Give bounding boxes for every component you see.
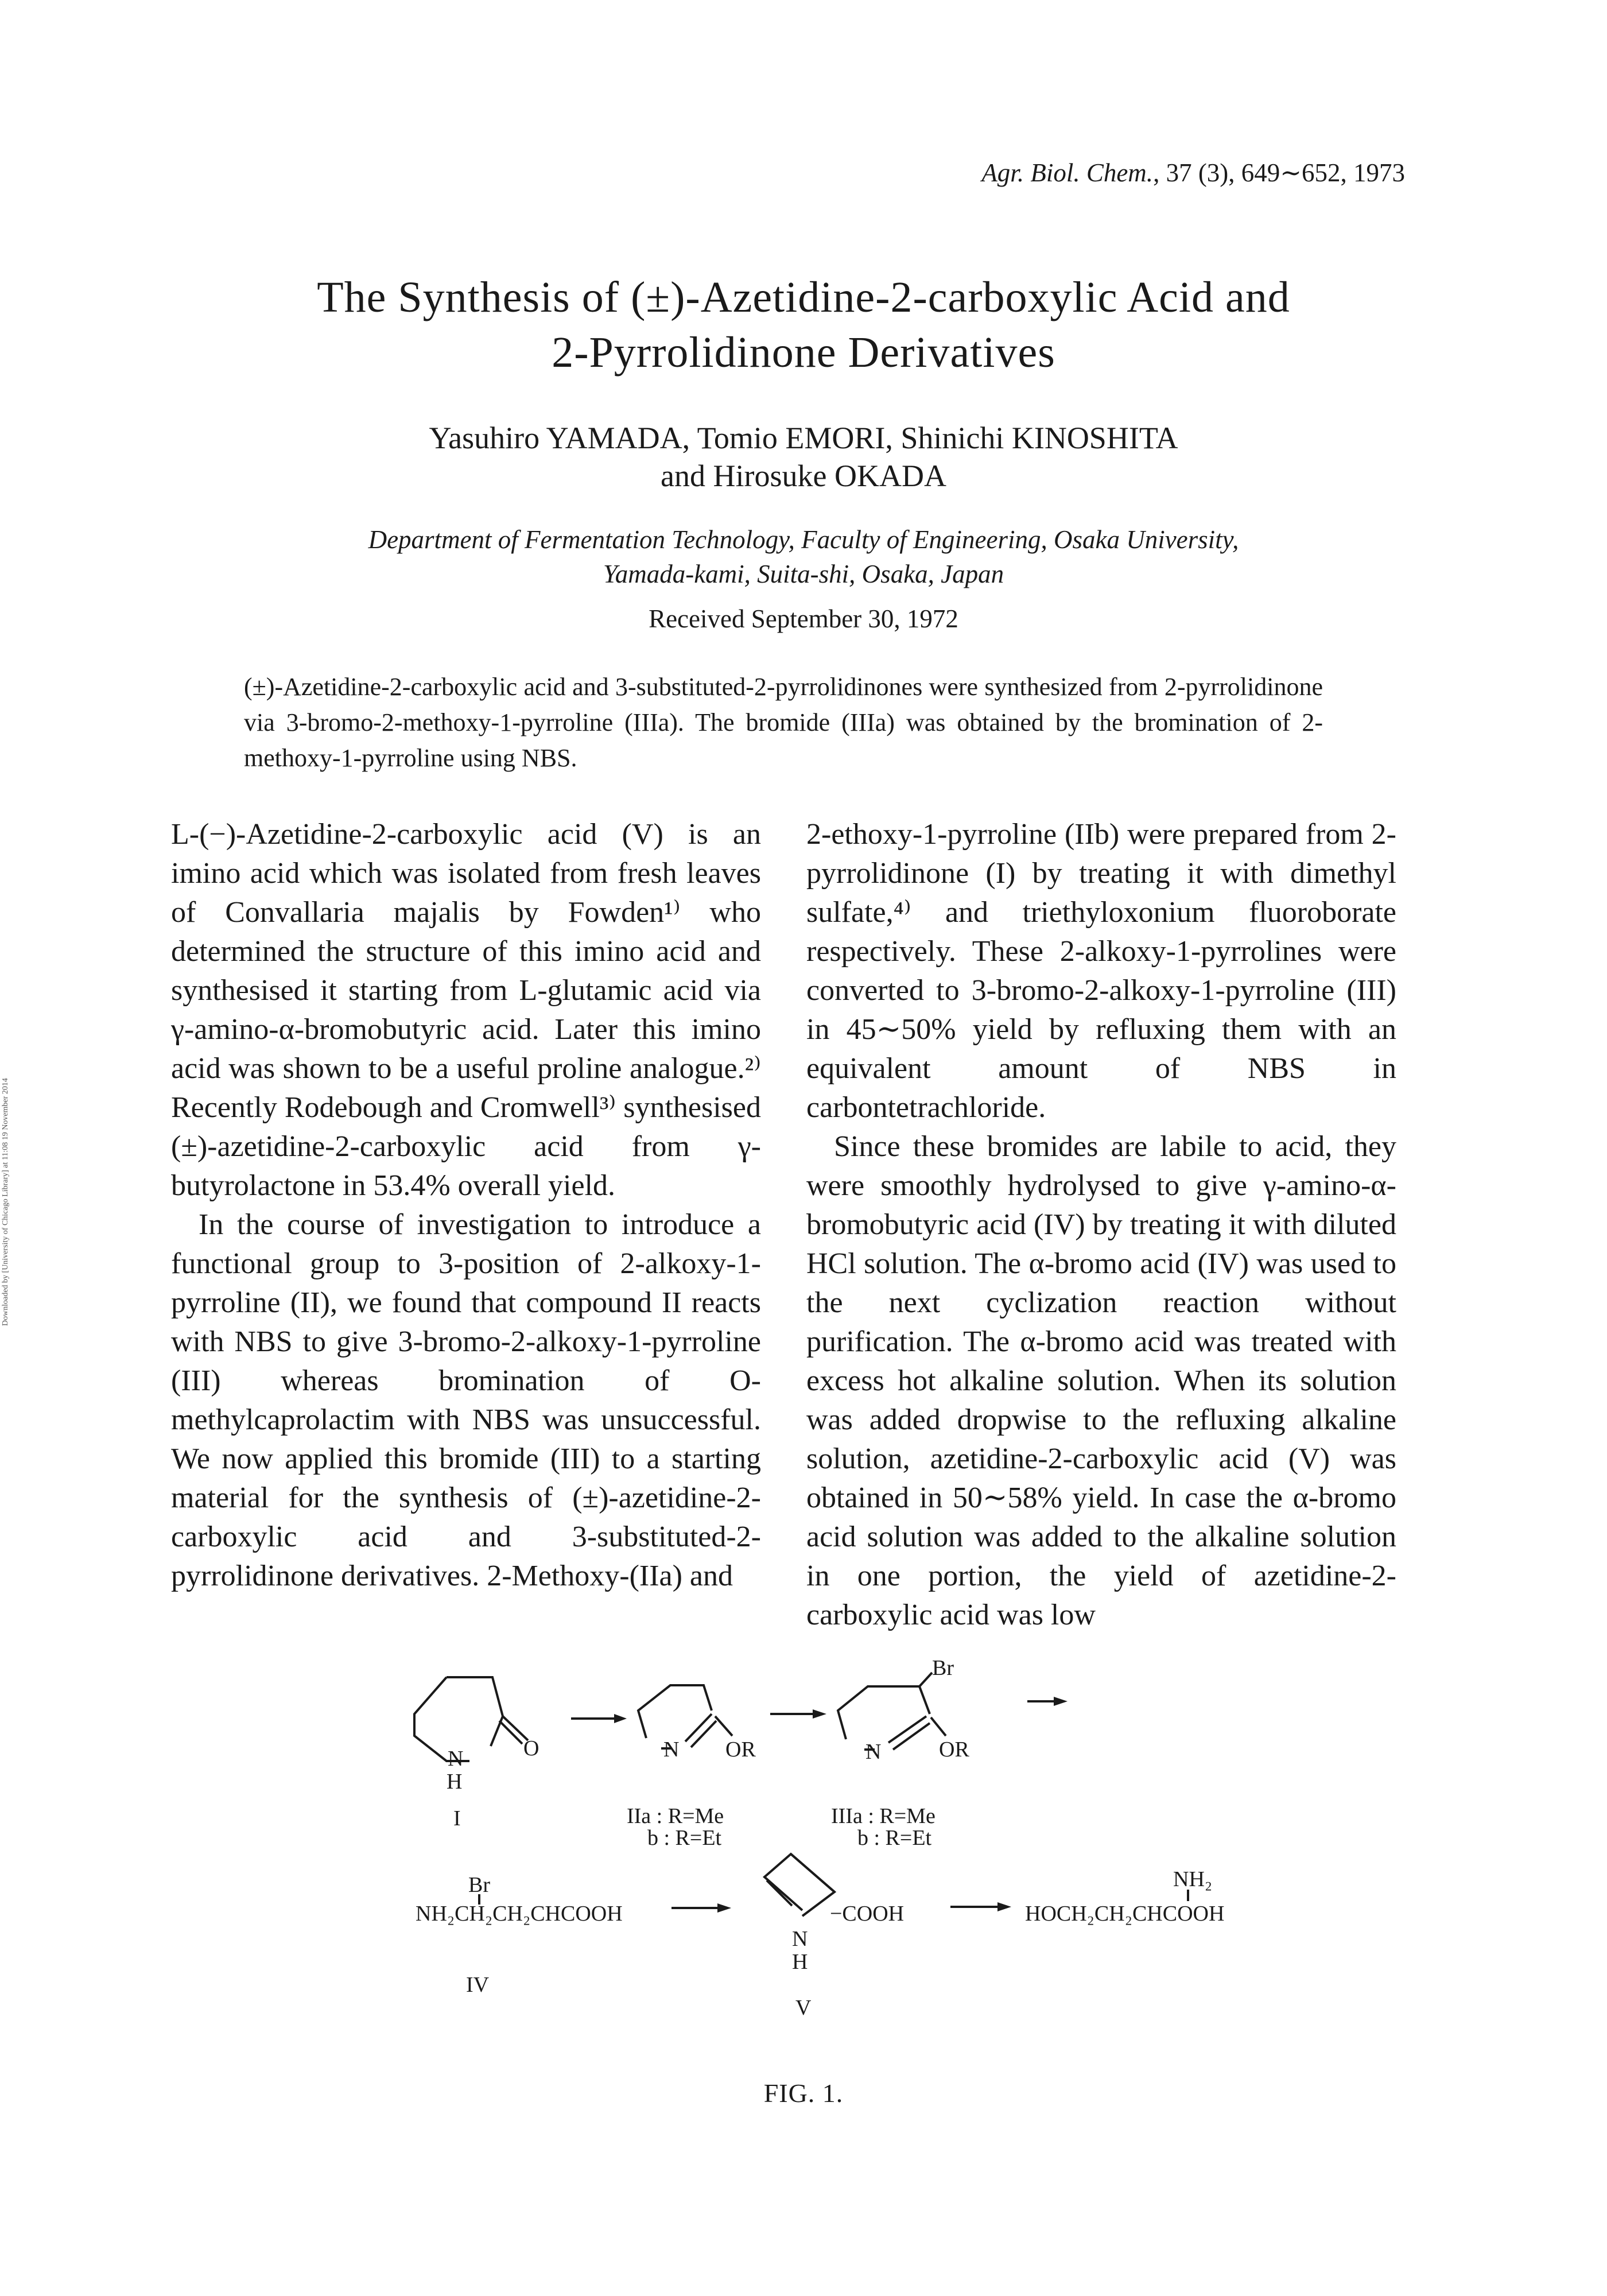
- article-title: [172, 270, 1435, 380]
- download-watermark: [1, 1004, 16, 1326]
- affiliation-line-1: Department of Fermentation Technology, Faculty of Engineering, Osaka University,: [368, 525, 1239, 554]
- atom-h-i: H: [447, 1770, 463, 1794]
- watermark-text: Downloaded by [University of Chicago Library] at 11:08 19 November 2014: [1, 1078, 10, 1326]
- imine-bond: [685, 1714, 712, 1742]
- group-cooh-v: −COOH: [830, 1902, 905, 1926]
- authors-line-1: Yasuhiro YAMADA, Tomio EMORI, Shinichi KINOSHITA: [429, 421, 1178, 455]
- journal-name: Agr. Biol. Chem.: [981, 158, 1154, 187]
- label-compound-i: I: [453, 1806, 461, 1830]
- label-compound-iib: b : R=Et: [647, 1826, 722, 1850]
- atom-o-i: O: [523, 1736, 539, 1760]
- title-line-2: 2-Pyrrolidinone Derivatives: [552, 328, 1055, 377]
- title-line-1: The Synthesis of (±)-Azetidine-2-carboxylic Acid and: [317, 273, 1290, 321]
- body-column-left: [171, 815, 761, 1596]
- atom-n-iii: N: [865, 1740, 882, 1764]
- atom-n-v: N: [792, 1927, 808, 1951]
- abstract: (±)-Azetidine-2-carboxylic acid and 3-substituted-2-pyrrolidinones were synthesized from 2-pyrrolidinone via 3-bromo-2-methoxy-1-pyrroline (IIIa). The bromide (IIIa) was obtained by the bromination of 2-methoxy-1-pyrroline using NBS.: [244, 673, 1323, 772]
- label-compound-iia: IIa : R=Me: [627, 1804, 724, 1828]
- compound-vi-formula: HOCH₂CH₂CHCOOH: [1025, 1902, 1225, 1926]
- body-paragraph: In the course of investigation to introduce a functional group to 3-position of 2-alkoxy-1-pyrroline (II), we found that compound II reacts with NBS to give 3-bromo-2-alkoxy-1-pyrroline (III) whereas bromination of O-methylcaprolactim with NBS was unsuccessful. We now applied this bromide (III) to a starting material for the synthesis of (±)-azetidine-2-carboxylic acid and 3-substituted-2-pyrrolidinone derivatives. 2-Methoxy-(IIa) and: [171, 1208, 761, 1592]
- atom-n-ii: N: [663, 1737, 680, 1762]
- authors-line-2: and Hirosuke OKADA: [661, 459, 946, 493]
- body-paragraph: Since these bromides are labile to acid, they were smoothly hydrolysed to give γ-amino-α-bromobutyric acid (IV) by treating it with diluted HCl solution. The α-bromo acid (IV) was used to the next cyclization reaction without purification. The α-bromo acid was treated with excess hot alkaline solution. When its solution was added dropwise to the refluxing alkaline solution, azetidine-2-carboxylic acid (V) was obtained in 50∼58% yield. In case the α-bromo acid solution was added to the alkaline solution in one portion, the yield of azetidine-2-carboxylic acid was low: [806, 1130, 1396, 1631]
- atom-h-v: H: [792, 1950, 808, 1974]
- ether-bond-ii: [715, 1716, 732, 1736]
- atom-br-iv: Br: [468, 1873, 490, 1897]
- affiliation-line-2: Yamada-kami, Suita-shi, Osaka, Japan: [603, 560, 1004, 588]
- azetidine-ring: [764, 1854, 834, 1916]
- label-compound-iiia: IIIa : R=Me: [831, 1804, 936, 1828]
- group-or-iii: OR: [939, 1737, 969, 1762]
- arrow-head-1: [614, 1714, 627, 1723]
- bromo-bond: [919, 1673, 932, 1686]
- atom-n-i: N: [448, 1747, 464, 1771]
- label-compound-iv: IV: [466, 1973, 490, 1997]
- compound-iv-formula: NH₂CH₂CH₂CHCOOH: [416, 1902, 623, 1926]
- body-column-right: [806, 815, 1396, 1635]
- azetidine-bond-left: [767, 1880, 792, 1906]
- journal-issue: , 37 (3), 649∼652, 1973: [1153, 158, 1405, 187]
- ring-bond-i-right: [447, 1677, 503, 1746]
- ring-bond-ii: [638, 1685, 712, 1738]
- journal-reference: [981, 157, 1405, 188]
- ether-bond-iii: [931, 1717, 946, 1736]
- figure-caption: FIG. 1.: [763, 2078, 844, 2108]
- imine-bond-double: [691, 1721, 716, 1747]
- received-date: Received September 30, 1972: [649, 604, 958, 633]
- amino-group: NH₂: [1173, 1867, 1213, 1891]
- azetidine-bond: [791, 1854, 834, 1892]
- affiliation: [172, 522, 1435, 591]
- label-compound-iiib: b : R=Et: [857, 1826, 932, 1850]
- label-compound-v: V: [795, 1996, 812, 2020]
- arrow-head-5: [997, 1902, 1011, 1911]
- reaction-scheme: [0, 1656, 1607, 2112]
- body-paragraph: 2-ethoxy-1-pyrroline (IIb) were prepared from 2-pyrrolidinone (I) by treating it with dimethyl sulfate,⁴⁾ and triethyloxonium fluoroborate respectively. These 2-alkoxy-1-pyrrolines were converted to 3-bromo-2-alkoxy-1-pyrroline (III) in 45∼50% yield by refluxing them with an equivalent amount of NBS in carbontetrachloride.: [806, 818, 1396, 1124]
- arrow-head-4: [717, 1903, 731, 1913]
- author-list: [172, 419, 1435, 495]
- arrow-head-3: [1054, 1697, 1068, 1706]
- ring-bond-iii: [838, 1686, 930, 1739]
- arrow-head-2: [813, 1709, 826, 1719]
- body-paragraph: L-(−)-Azetidine-2-carboxylic acid (V) is an imino acid which was isolated from fresh leaves of Convallaria majalis by Fowden¹⁾ who determined the structure of this imino acid and synthesised it starting from L-glutamic acid via γ-amino-α-bromobutyric acid. Later this imino acid was shown to be a useful proline analogue.²⁾ Recently Rodebough and Cromwell³⁾ synthesised (±)-azetidine-2-carboxylic acid from γ-butyrolactone in 53.4% overall yield.: [171, 818, 761, 1202]
- group-or-ii: OR: [725, 1737, 756, 1762]
- atom-br-iii: Br: [932, 1656, 954, 1680]
